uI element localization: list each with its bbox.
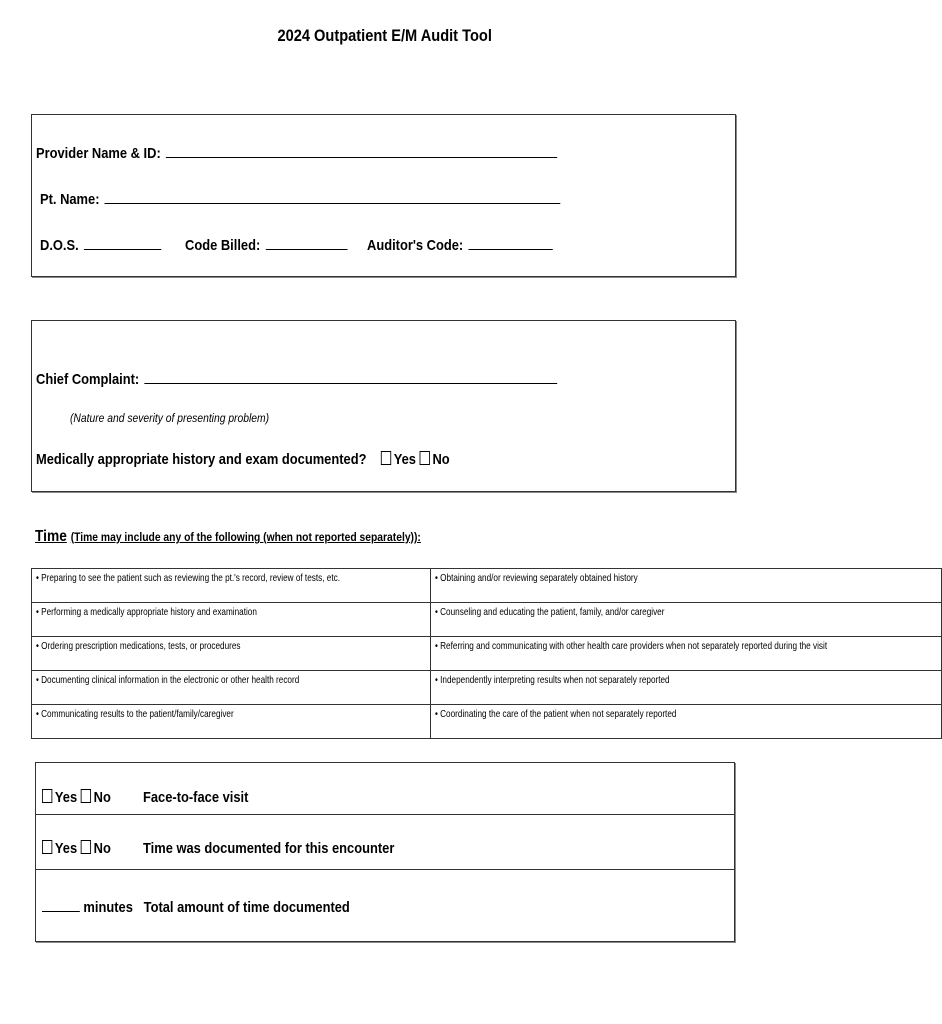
table-cell: • Referring and communicating with other health care providers when not separately reported during the visit <box>430 637 942 671</box>
table-row <box>32 637 942 671</box>
face-to-face-label: Face-to-face visit <box>143 789 249 806</box>
history-no-label: No <box>432 451 450 468</box>
table-cell: • Preparing to see the patient such as reviewing the pt.'s record, review of tests, etc. <box>32 569 431 603</box>
face-to-face-choice <box>42 789 122 806</box>
provider-label: Provider Name & ID: <box>36 145 161 162</box>
auditor-code-row <box>367 235 583 254</box>
patient-name-field[interactable] <box>105 189 561 204</box>
provider-info-box <box>31 114 736 277</box>
table-row <box>32 603 942 637</box>
time-documented-yes-label: Yes <box>54 840 78 857</box>
time-documented-yes-checkbox[interactable] <box>42 840 52 854</box>
face-to-face-no-checkbox[interactable] <box>81 789 91 803</box>
page-title: 2024 Outpatient E/M Audit Tool <box>277 26 493 45</box>
dos-field[interactable] <box>84 235 161 250</box>
table-cell: • Communicating results to the patient/family/caregiver <box>32 705 431 739</box>
code-billed-field[interactable] <box>266 235 348 250</box>
table-cell: • Counseling and educating the patient, family, and/or caregiver <box>430 603 942 637</box>
chief-complaint-box <box>31 320 736 492</box>
time-activities-table <box>31 568 942 739</box>
dos-row <box>40 235 181 254</box>
face-to-face-yes-checkbox[interactable] <box>42 789 52 803</box>
time-title: Time <box>35 528 67 545</box>
time-subtitle: (Time may include any of the following (when not reported separately)): <box>70 530 421 544</box>
time-heading <box>35 528 484 546</box>
chief-complaint-label: Chief Complaint: <box>36 371 140 388</box>
history-yes-label: Yes <box>393 451 416 468</box>
face-to-face-row <box>36 763 734 815</box>
complaint-note: (Nature and severity of presenting problem) <box>70 411 270 425</box>
time-documented-choice <box>42 840 122 857</box>
time-documented-label: Time was documented for this encounter <box>143 840 395 857</box>
face-to-face-yes-label: Yes <box>54 789 78 806</box>
table-cell: • Performing a medically appropriate history and examination <box>32 603 431 637</box>
table-row <box>32 671 942 705</box>
table-cell: • Independently interpreting results when not separately reported <box>430 671 942 705</box>
minutes-row <box>42 897 400 916</box>
time-documented-row <box>36 814 734 870</box>
total-time-label: Total amount of time documented <box>143 899 350 916</box>
minutes-label: minutes <box>83 899 133 916</box>
table-cell: • Ordering prescription medications, tests, or procedures <box>32 637 431 671</box>
table-cell: • Coordinating the care of the patient when not separately reported <box>430 705 942 739</box>
auditor-code-field[interactable] <box>469 235 553 250</box>
table-row <box>32 569 942 603</box>
provider-name-field[interactable] <box>166 143 557 158</box>
chief-complaint-field[interactable] <box>145 369 558 384</box>
history-yes-checkbox[interactable] <box>381 451 391 465</box>
code-billed-label: Code Billed: <box>185 237 261 254</box>
time-documented-no-label: No <box>93 840 111 857</box>
provider-row <box>36 143 642 162</box>
history-no-checkbox[interactable] <box>420 451 430 465</box>
code-billed-row <box>185 235 374 254</box>
chief-complaint-row <box>36 369 642 388</box>
history-question: Medically appropriate history and exam documented? <box>36 451 367 468</box>
patient-label: Pt. Name: <box>40 191 100 208</box>
table-row <box>32 705 942 739</box>
auditor-code-label: Auditor's Code: <box>367 237 464 254</box>
patient-row <box>40 189 645 208</box>
table-cell: • Obtaining and/or reviewing separately obtained history <box>430 569 942 603</box>
visit-time-box <box>35 762 735 942</box>
face-to-face-no-label: No <box>93 789 111 806</box>
table-cell: • Documenting clinical information in the electronic or other health record <box>32 671 431 705</box>
minutes-field[interactable] <box>42 897 80 912</box>
history-row <box>36 451 517 468</box>
dos-label: D.O.S. <box>40 237 79 254</box>
time-documented-no-checkbox[interactable] <box>81 840 91 854</box>
